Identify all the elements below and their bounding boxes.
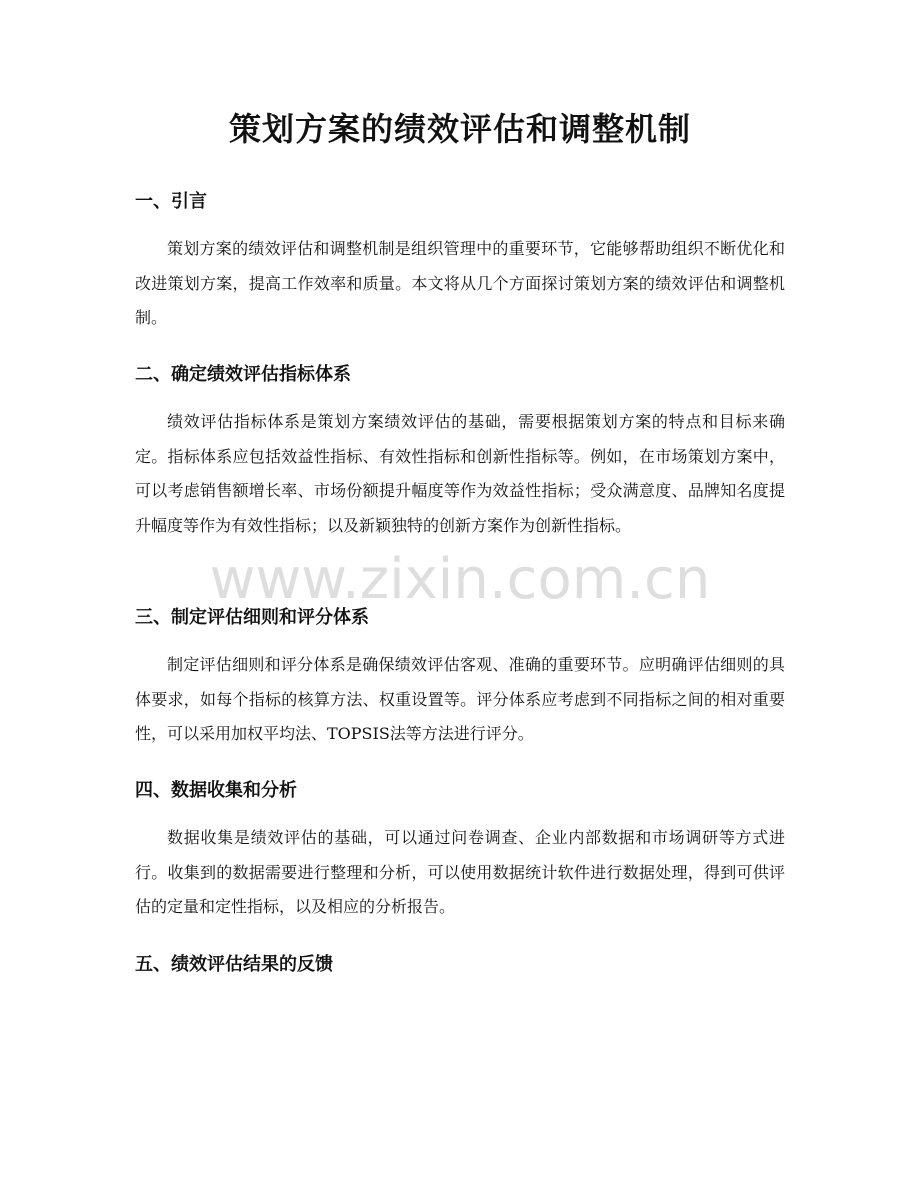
watermark-text: www.zixin.com.cn bbox=[209, 547, 711, 612]
section-body-indicator-system: 绩效评估指标体系是策划方案绩效评估的基础，需要根据策划方案的特点和目标来确定。指标体系应包括效益性指标、有效性指标和创新性指标等。例如，在市场策划方案中，可以考虑销售额增长率、市场份额提升幅度等作为效益性指标；受众满意度、品牌知名度提升幅度等作为有效性指标；以及新颖独特的创新方案作为创新性指标。 bbox=[135, 412, 785, 535]
document-title: 策划方案的绩效评估和调整机制 bbox=[228, 110, 691, 148]
section-heading-scoring-system: 三、制定评估细则和评分体系 bbox=[135, 607, 369, 628]
section-body-data-collection: 数据收集是绩效评估的基础，可以通过问卷调查、企业内部数据和市场调研等方式进行。收集到的数据需要进行整理和分析，可以使用数据统计软件进行数据处理，得到可供评估的定量和定性指标，以及相应的分析报告。 bbox=[135, 828, 785, 916]
section-heading-introduction: 一、引言 bbox=[135, 191, 207, 212]
section-heading-indicator-system: 二、确定绩效评估指标体系 bbox=[135, 364, 351, 385]
section-body-introduction: 策划方案的绩效评估和调整机制是组织管理中的重要环节，它能够帮助组织不断优化和改进策划方案，提高工作效率和质量。本文将从几个方面探讨策划方案的绩效评估和调整机制。 bbox=[135, 239, 785, 327]
section-body-scoring-system: 制定评估细则和评分体系是确保绩效评估客观、准确的重要环节。应明确评估细则的具体要求，如每个指标的核算方法、权重设置等。评分体系应考虑到不同指标之间的相对重要性，可以采用加权平均法、TOPSIS法等方法进行评分。 bbox=[135, 655, 785, 743]
section-heading-data-collection: 四、数据收集和分析 bbox=[135, 780, 297, 801]
section-heading-feedback: 五、绩效评估结果的反馈 bbox=[135, 954, 333, 975]
